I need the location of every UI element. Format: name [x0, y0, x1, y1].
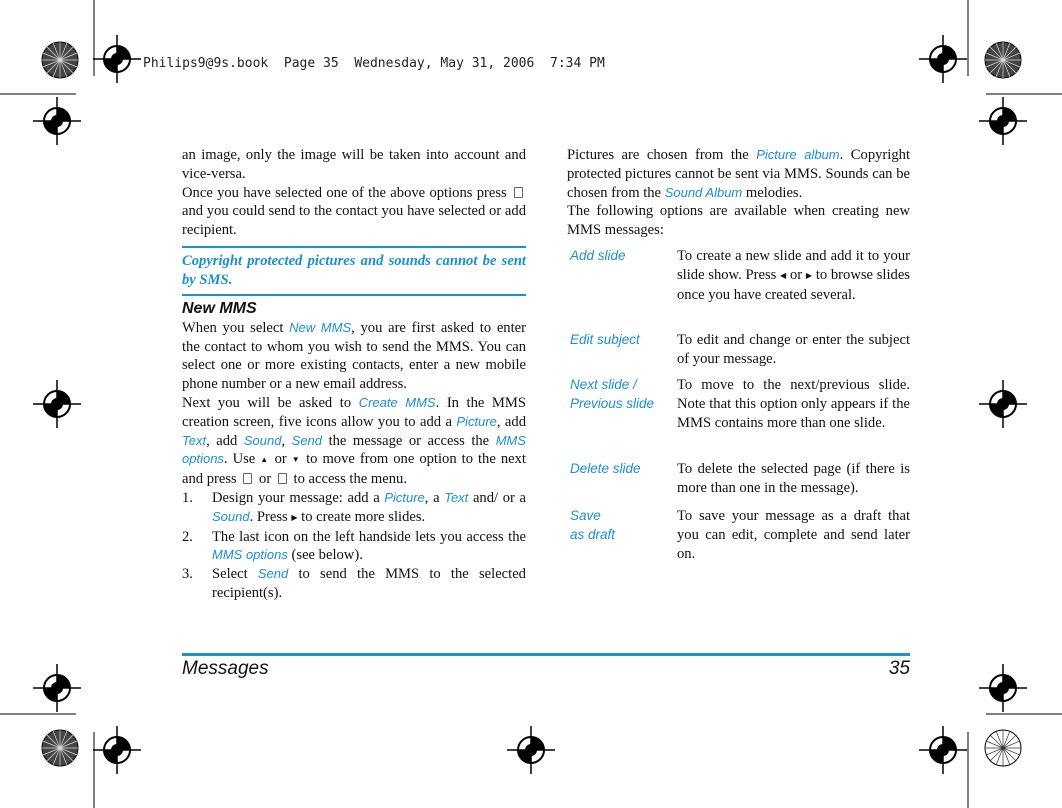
left-column-lower [182, 300, 526, 603]
steps-list [182, 489, 526, 603]
paragraph: When you select New MMS, you are first asked to enter the contact to whom you wish to send the MMS. You can select one or more existing contacts, enter a new mobile phone number or a new email address. [182, 319, 526, 393]
paragraph: an image, only the image will be taken into account and vice-versa. [182, 147, 526, 182]
soft-key-icon [278, 473, 287, 484]
down-arrow-icon: ▼ [291, 455, 302, 465]
paragraph: Once you have selected one of the above options press and you could send to the contact you have selected or add recipient. [182, 184, 526, 239]
option-desc: To edit and change or enter the subject of your message. [677, 332, 910, 367]
footer-rule [182, 653, 910, 656]
option-key: Add slide [570, 248, 626, 263]
option-desc: To delete the selected page (if there is more than one in the message). [677, 461, 910, 496]
option-key: Edit subject [570, 332, 640, 347]
ok-key-icon [243, 473, 252, 484]
print-header: Philips9@9s.book Page 35 Wednesday, May 31, 2006 7:34 PM [143, 56, 605, 71]
footer-title: Messages [182, 658, 269, 679]
option-desc: To save your message as a draft that you can edit, complete and send later on. [677, 508, 910, 562]
paragraph: Pictures are chosen from the Picture album. Copyright protected pictures cannot be sent via MMS. Sounds can be chosen from the Sound Album melodies. [567, 147, 910, 201]
up-arrow-icon: ▲ [260, 455, 270, 465]
option-key: Save as draft [570, 508, 616, 542]
option-desc: To move to the next/previous slide. Note that this option only appears if the MMS contains more than one slide. [677, 377, 910, 431]
section-heading: New MMS [182, 300, 257, 317]
left-column [182, 146, 526, 240]
right-arrow-icon: ▶ [805, 270, 813, 280]
right-arrow-icon: ▶ [291, 512, 298, 522]
option-desc: To create a new slide and add it to your slide show. Press ◀ or ▶ to browse slides once you have created several. [677, 248, 910, 303]
paragraph: Next you will be asked to Create MMS. In the MMS creation screen, five icons allow you to add a Picture, add Text, add Sound, Send the message or access the MMS options. Use ▲ or ▼ to move from one option to the next and press or to access the menu. [182, 394, 527, 488]
list-item: 2. The last icon on the left handside lets you access the MMS options (see below). [182, 528, 526, 564]
ok-key-icon [514, 187, 523, 198]
option-key: Next slide / Previous slide [570, 377, 655, 411]
left-arrow-icon: ◀ [780, 270, 787, 280]
right-column [567, 146, 910, 240]
list-item: 1. Design your message: add a Picture, a Text and/ or a Sound. Press ▶ to create more slides. [182, 489, 526, 525]
list-item: 3. Select Send to send the MMS to the selected recipient(s). [182, 566, 526, 601]
copyright-note: Copyright protected pictures and sounds cannot be sent by SMS. [182, 246, 526, 296]
option-key: Delete slide [570, 461, 641, 476]
paragraph: The following options are available when creating new MMS messages: [567, 203, 910, 239]
page-number: 35 [888, 658, 910, 679]
